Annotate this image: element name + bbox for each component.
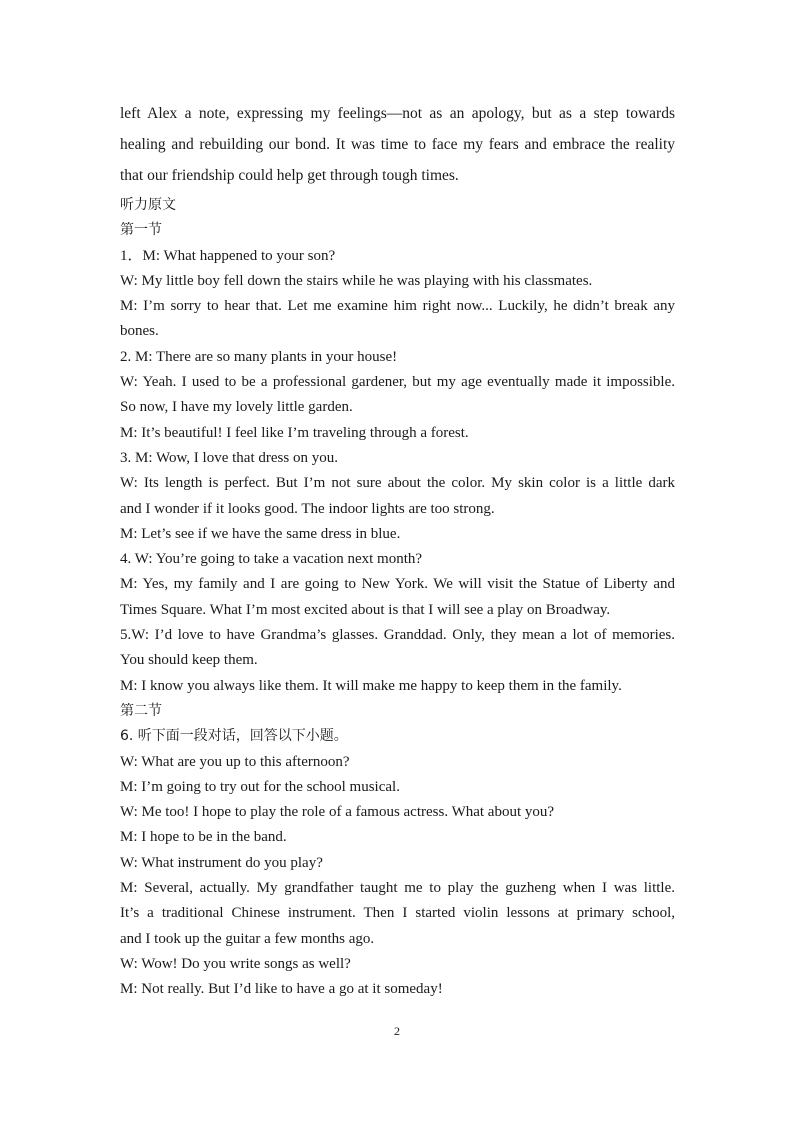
dialogue-line: Times Square. What I’m most excited about is that I will see a play on Broadway. [120, 601, 611, 618]
dialogue-line: 2. M: There are so many plants in your house! [120, 348, 398, 365]
dialogue-line: 3. M: Wow, I love that dress on you. [120, 449, 338, 466]
dialogue-line: W: What instrument do you play? [120, 854, 323, 871]
essay-line: that our friendship could help get through tough times. [120, 167, 459, 184]
dialogue-line: 4. W: You’re going to take a vacation next month? [120, 551, 423, 568]
section-heading-1: 第一节 [120, 222, 162, 239]
dialogue-line: and I wonder if it looks good. The indoor lights are too strong. [120, 500, 495, 517]
dialogue-line: M: I’m sorry to hear that. Let me examine him right now... Luckily, he didn’t break any [120, 298, 675, 315]
dialogue-line: M: I know you always like them. It will make me happy to keep them in the family. [120, 677, 622, 694]
dialogue-line: 5.W: I’d love to have Grandma’s glasses. Granddad. Only, they mean a lot of memories. [120, 627, 675, 644]
essay-line: healing and rebuilding our bond. It was time to face my fears and embrace the reality [120, 136, 675, 153]
dialogue-line: M: I hope to be in the band. [120, 829, 287, 846]
dialogue-line: W: My little boy fell down the stairs while he was playing with his classmates. [120, 272, 593, 289]
dialogue-line: M: Let’s see if we have the same dress in blue. [120, 525, 401, 542]
dialogue-line: M: Several, actually. My grandfather taught me to play the guzheng when I was little. [120, 880, 675, 897]
dialogue-line: It’s a traditional Chinese instrument. Then I started violin lessons at primary school, [120, 905, 675, 922]
dialogue-line: W: Wow! Do you write songs as well? [120, 955, 351, 972]
dialogue-line: W: What are you up to this afternoon? [120, 753, 350, 770]
dialogue-line: bones. [120, 323, 159, 340]
dialogue-line: 1．M: What happened to your son? [120, 247, 336, 264]
dialogue-line: M: I’m going to try out for the school musical. [120, 778, 400, 795]
dialogue-line: M: Not really. But I’d like to have a go at it someday! [120, 981, 443, 998]
dialogue-line: M: Yes, my family and I are going to New York. We will visit the Statue of Liberty and [120, 576, 675, 593]
dialogue-line: W: Its length is perfect. But I’m not sure about the color. My skin color is a little dark [120, 475, 675, 492]
listening-transcript [120, 193, 675, 1003]
essay-line: left Alex a note, expressing my feelings—not as an apology, but as a step towards [120, 105, 675, 122]
dialogue-line: M: It’s beautiful! I feel like I’m traveling through a forest. [120, 424, 469, 441]
dialogue-line: W: Yeah. I used to be a professional gardener, but my age eventually made it impossible. [120, 374, 675, 391]
transcript-title: 听力原文 [120, 197, 176, 213]
page-number: 2 [394, 1024, 400, 1038]
essay-ending [120, 98, 675, 191]
page-content [120, 98, 675, 1003]
question-instruction: 6. 听下面一段对话，回答以下小题。 [120, 728, 348, 745]
dialogue-line: and I took up the guitar a few months ago. [120, 930, 375, 947]
dialogue-line: You should keep them. [120, 652, 258, 669]
dialogue-line: So now, I have my lovely little garden. [120, 399, 353, 416]
dialogue-line: W: Me too! I hope to play the role of a famous actress. What about you? [120, 804, 555, 821]
section-heading-2: 第二节 [120, 702, 162, 719]
